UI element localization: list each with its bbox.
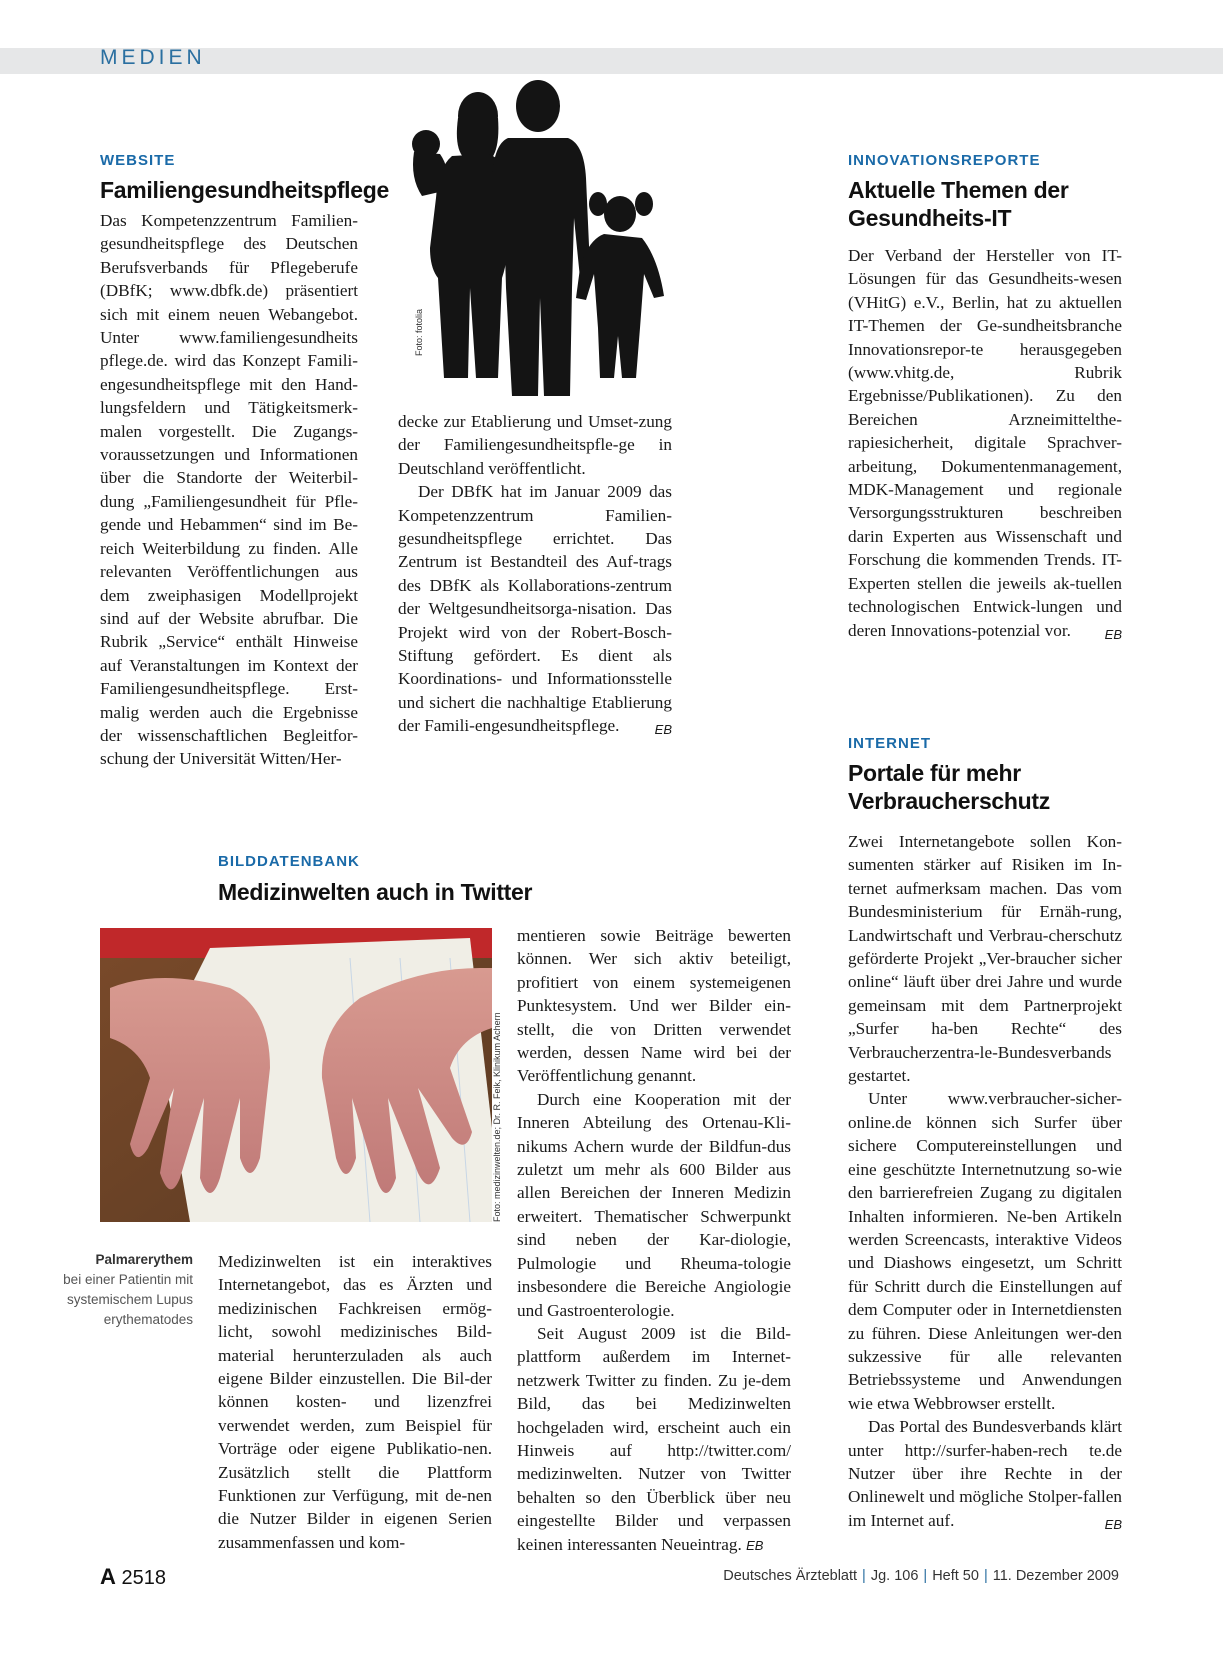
journal-issue: Heft 50 xyxy=(932,1568,979,1584)
article3-headline: Aktuelle Themen der Gesundheits-IT xyxy=(848,177,1069,231)
article4-headline: Portale für mehr Verbraucherschutz xyxy=(848,760,1050,814)
article4-p1: Zwei Internetangebote sollen Kon-sumenten stärker auf Risiken im In-ternet aufmerksam machen. Das vom Bundesministerium für Ernäh-rung, Landwirtschaft und Verbrau-cherschutz geförderte Projekt „Ver-braucher sicher online“ läuft über drei Jahre und wurde gemeinsam mit dem Partnerprojekt „Surfer ha-ben Rechte“ des Verbraucherzentra-le-Bundesverbands gestartet. xyxy=(848,832,1122,1086)
article2-caption-text: bei einer Patientin mit systemischem Lupus erythematodes xyxy=(63,1272,193,1327)
article1-signature: EB xyxy=(654,722,672,738)
article3-kicker: INNOVATIONSREPORTE xyxy=(848,152,1041,169)
article1-col2 xyxy=(398,410,672,742)
journal-date: 11. Dezember 2009 xyxy=(992,1568,1119,1584)
article2-col1: Medizinwelten ist ein interaktives Internetangebot, das es Ärzten und medizinischen Fachkreisen ermög-licht, sowohl medizinisches Bild-material herunterzuladen als auch eigene Bilder einzustellen. Die Bil-der können kosten- und lizenzfrei verwendet werden, zum Beispiel für Vorträge oder eigene Publikatio-nen. Zusätzlich stellt die Plattform Funktionen zur Verfügung, mit de-nen die Nutzer Bilder in eigenen Serien zusammenfassen und kom- xyxy=(218,1252,492,1552)
article2-photo-credit: Foto: medizinwelten.de; Dr. R. Feik, Klinikum Achern xyxy=(492,1012,502,1222)
family-silhouette-icon xyxy=(408,78,678,408)
article4-body xyxy=(848,830,1122,1536)
article4-kicker: INTERNET xyxy=(848,735,931,752)
article1-col1: Das Kompetenzzentrum Familien-gesundheitspflege des Deutschen Berufsverbands für Pflegeberufe (DBfK; www.dbfk.de) präsentiert sich mit einem neuen Webangebot. Unter www.familiengesundheits pflege.de. wird das Konzept Famili-engesundheitspflege mit den Hand-lungsfeldern und Tätigkeitsmerk-malen vorgestellt. Die Zugangs-voraussetzungen und Informationen über die Standorte der Weiterbil-dung „Familiengesundheit für Pfle-gende und Hebammen“ sind im Be-reich Weiterbildung zu finden. Alle relevanten Veröffentlichungen aus dem zweiphasigen Modellprojekt sind auf der Website abrufbar. Die Rubrik „Service“ enthält Hinweise auf Veranstaltungen im Kontext der Familiengesundheitspflege. Erst-malig werden auch die Ergebnisse der wissenschaftlichen Begleitfor-schung der Universität Witten/Her- xyxy=(100,211,358,769)
article1-col2-p2: Der DBfK hat im Januar 2009 das Kompetenzzentrum Familien-gesundheitspflege errichtet. Das Zentrum ist Bestandteil des Auf-trags des DBfK als Kollaborations-zentrum der Weltgesundheitsorga-nisation. Das Projekt wird von der Robert-Bosch-Stiftung gefördert. Es dient als Koordinations- und Informationsstelle und sichert die nachhaltige Etablierung der Famili-engesundheitspflege. EB xyxy=(398,480,672,737)
section-label: MEDIEN xyxy=(100,46,206,69)
article2-kicker: BILDDATENBANK xyxy=(218,853,360,870)
article2-col2-p1: mentieren sowie Beiträge bewerten können. Wer sich aktiv beteiligt, profitiert von einem systemeigenen Punktesystem. Und wer Bilder ein-stellt, die von Dritten verwendet werden, dessen Name wird bei der Veröffentlichung genannt. xyxy=(517,926,791,1086)
article2-caption-bold: Palmarerythem xyxy=(95,1252,193,1267)
article4-p3: Das Portal des Bundesverbands klärt unter http://surfer-haben-rech te.de Nutzer über ihre Rechte in der Onlinewelt und mögliche Stolper-fallen im Internet auf. EB xyxy=(848,1415,1122,1532)
journal-name: Deutsches Ärzteblatt xyxy=(723,1568,858,1584)
article3-body: Der Verband der Hersteller von IT-Lösungen für das Gesundheits-wesen (VHitG) e.V., Berlin, hat zu aktuellen IT-Themen der Ge-sundheitsbranche Innovationsrepor-te herausgegeben (www.vhitg.de, Rubrik Ergebnisse/Publikationen). Zu den Bereichen Arzneimittelthe-rapiesicherheit, digitale Sprachver-arbeitung, Dokumentenmanagement, MDK-Management und regionale Versorgungsstrukturen beschreiben darin Experten aus Wissenschaft und Forschung die kommenden Trends. IT-Experten stellen die jeweils ak-tuellen technologischen Entwick-lungen und deren Innovations-potenzial vor. EB xyxy=(848,244,1122,646)
article2-caption xyxy=(40,1250,193,1330)
article4-signature: EB xyxy=(1104,1516,1122,1532)
article1-photo-credit: Foto: fotolia xyxy=(414,308,424,356)
page-number: A 2518 xyxy=(100,1564,166,1589)
journal-info: Deutsches Ärzteblatt | Jg. 106 | Heft 50 | 11. Dezember 2009 xyxy=(723,1568,1119,1584)
article2-signature: EB xyxy=(746,1537,764,1553)
article1-headline: Familiengesundheitspflege xyxy=(100,177,389,203)
article2-col2 xyxy=(517,924,791,1557)
article1-col2-p1: decke zur Etablierung und Umset-zung der Familiengesundheitspfle-ge in Deutschland veröffentlicht. xyxy=(398,412,672,478)
palmarerythem-photo xyxy=(100,928,492,1222)
article2-headline: Medizinwelten auch in Twitter xyxy=(218,879,533,905)
journal-volume: Jg. 106 xyxy=(870,1568,919,1584)
article2-col2-p3: Seit August 2009 ist die Bild-plattform außerdem im Internet-netzwerk Twitter zu finden. Zu je-dem Bild, das bei Medizinwelten hochgeladen wird, erscheint auch ein Hinweis auf http://twitter.com/ medizinwelten. Nutzer von Twitter behalten so den Überblick über neu eingestellte Bilder und verpassen keinen interessanten Neueintrag. EB xyxy=(517,1323,791,1554)
article1-kicker: WEBSITE xyxy=(100,152,176,169)
article3-signature: EB xyxy=(1104,626,1122,642)
article2-col2-p2: Durch eine Kooperation mit der Inneren Abteilung des Ortenau-Kli-nikums Achern wurde der Bildfun-dus zuletzt um mehr als 600 Bilder aus allen Bereichen der Inneren Medizin erweitert. Thematischer Schwerpunkt sind neben der Kar-diologie, Pulmologie und Rheuma-tologie insbesondere die Bereiche Angiologie und Gastroenterologie. xyxy=(517,1089,791,1320)
article4-p2: Unter www.verbraucher-sicher-online.de können sich Surfer über sichere Computereinstellungen und eine geschützte Internetnutzung so-wie den barrierefreien Zugang zu digitalen Inhalten informieren. Ne-ben Artikeln werden Screencasts, interaktive Videos und Diashows eingesetzt, um Schritt für Schritt durch die Einstellungen auf dem Computer oder in Internetdiensten zu führen. Diese Anleitungen wer-den sukzessive für alle relevanten Betriebssysteme und Anwendungen wie etwa Webbrowser erstellt. xyxy=(848,1089,1122,1413)
